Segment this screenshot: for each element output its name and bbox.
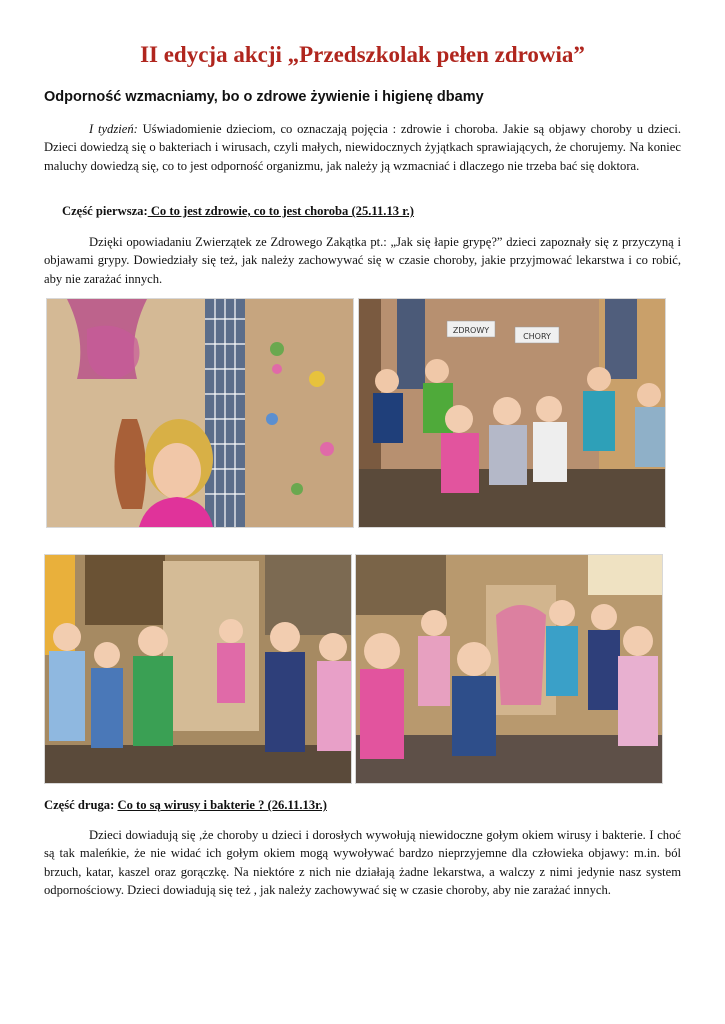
- photo-girl-wall: [46, 298, 354, 528]
- part1-heading: [62, 204, 414, 219]
- page-title: II edycja akcji „Przedszkolak pełen zdrowia”: [140, 42, 585, 67]
- photo-group-signs: [358, 298, 666, 528]
- page-subtitle: Odporność wzmacniamy, bo o zdrowe żywienie i higienę dbamy: [44, 89, 484, 105]
- photo-children-smiling: [355, 554, 663, 784]
- intro-paragraph: [44, 120, 681, 175]
- intro-text: Uświadomienie dzieciom, co oznaczają pojęcia : zdrowie i choroba. Jakie są objawy choroby u dzieci. Dzieci dowiedzą się o bakteriach i wirusach, czyli małych, niewidocznych żyjątkach sprawiających, że chorujemy. Na koniec maluchy dowiedzą się, co to jest odporność organizmu, jak należy ją wzmacniać i dlaczego nie trzeba bać się doktora.: [44, 122, 681, 173]
- sign-healthy: ZDROWY: [452, 326, 490, 335]
- part2-paragraph: Dzieci dowiadują się ,że choroby u dzieci i dorosłych wywołują niewidoczne gołym okiem wirusy i bakterie. I choć są tak maleńkie, że nie widać ich gołym okiem mogą wywoływać bardzo nieprzyjemne dla człowieka objawy: m.in. ból brzuch, katar, kaszel oraz gorączkę. Na niektóre z nich nie działają żadne lekarstwa, a walczy z nimi jedynie nasz system odpornościowy. Dzieci dowiadują się też , jak należy zachowywać się w czasie choroby, aby nie zarażać innych.: [44, 828, 681, 898]
- part1-label: Część pierwsza:: [62, 204, 148, 218]
- photo-children-dancing: [44, 554, 352, 784]
- part1-title: Co to jest zdrowie, co to jest choroba (25.11.13 r.): [147, 204, 414, 218]
- part2-heading: [44, 798, 327, 813]
- week-label: I tydzień:: [89, 122, 138, 136]
- part1-paragraph: Dzięki opowiadaniu Zwierzątek ze Zdrowego Zakątka pt.: „Jak się łapie grypę?” dzieci zapoznały się z przyczyną i objawami grypy. Dowiedziały się też, jak należy zachowywać się w czasie choroby, jakie przyjmować lekarstwa i co robić, aby nie zarażać innych.: [44, 235, 681, 286]
- part2-title: Co to są wirusy i bakterie ? (26.11.13r.): [117, 798, 327, 812]
- sign-sick: CHORY: [523, 332, 551, 341]
- part2-label: Część druga:: [44, 798, 115, 812]
